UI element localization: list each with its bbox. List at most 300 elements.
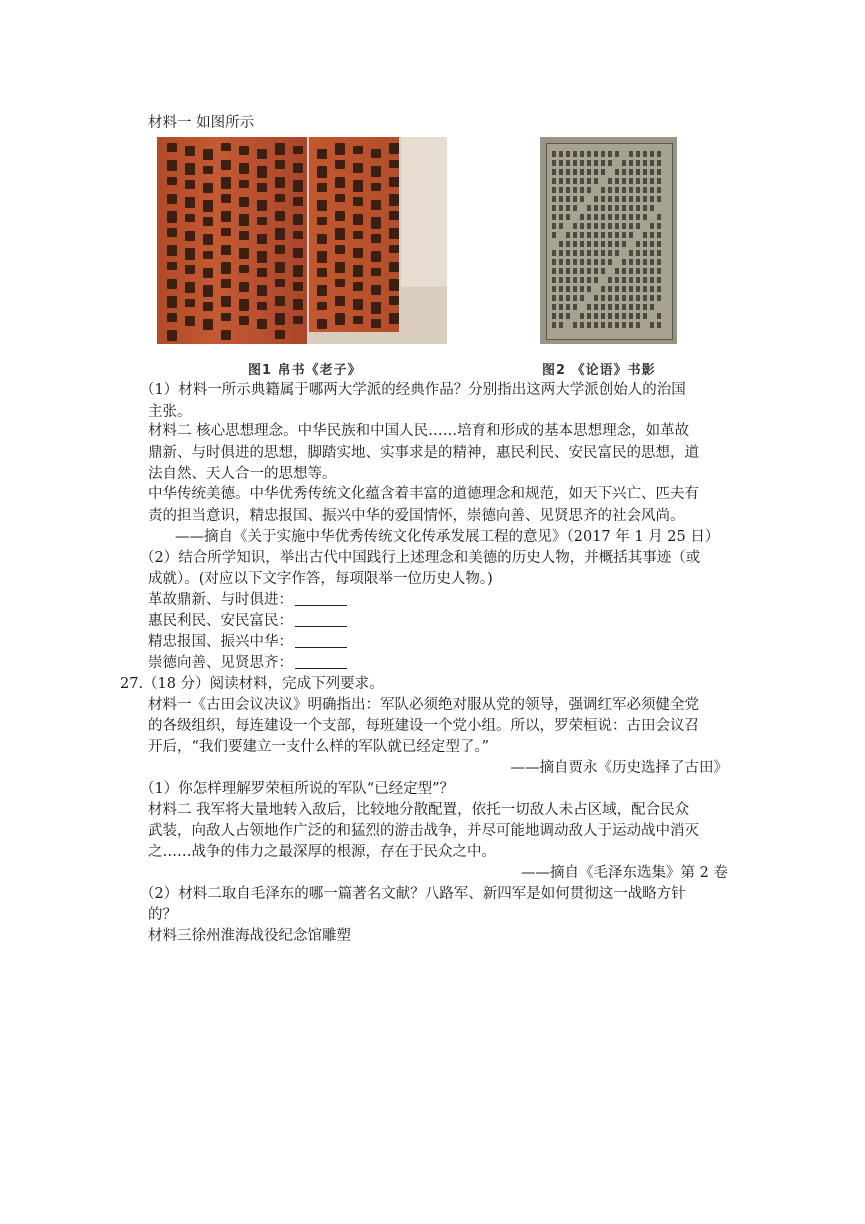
manuscript-glyph (167, 245, 177, 256)
book-glyph (601, 151, 605, 157)
book-glyph (559, 223, 563, 229)
book-glyph (622, 205, 626, 211)
book-glyph (636, 223, 640, 229)
manuscript-glyph (257, 268, 267, 277)
manuscript-glyph (371, 200, 381, 210)
book-glyph (573, 322, 577, 328)
manuscript-glyph (389, 245, 399, 253)
manuscript-glyph (257, 319, 267, 329)
book-glyph (573, 151, 577, 157)
manuscript-glyph (353, 214, 363, 225)
answer-blank[interactable] (295, 633, 347, 648)
manuscript-glyph (275, 279, 285, 287)
manuscript-glyph (257, 183, 267, 192)
book-glyph (615, 277, 619, 283)
manuscript-glyph (353, 316, 363, 324)
book-glyph (594, 178, 598, 184)
book-glyph (615, 268, 619, 274)
manuscript-glyph (275, 296, 285, 306)
book-glyph (552, 268, 556, 274)
book-glyph (573, 286, 577, 292)
book-glyph (608, 313, 612, 319)
book-glyph (552, 151, 556, 157)
manuscript-glyph (317, 149, 327, 159)
book-glyph (629, 169, 633, 175)
book-glyph (622, 178, 626, 184)
book-glyph (657, 223, 661, 229)
manuscript-glyph (257, 234, 267, 244)
book-glyph (566, 151, 570, 157)
q27-q2-cont: 的？ (148, 907, 177, 923)
book-glyph (643, 241, 647, 247)
book-glyph (587, 268, 591, 274)
book-glyph (615, 169, 619, 175)
book-glyph (587, 205, 591, 211)
manuscript-glyph (221, 245, 231, 255)
book-glyph (629, 187, 633, 193)
manuscript-glyph (275, 330, 285, 339)
book-glyph (657, 169, 661, 175)
book-glyph (594, 322, 598, 328)
book-glyph (657, 259, 661, 265)
manuscript-glyph (317, 319, 327, 329)
manuscript-glyph (353, 146, 363, 154)
manuscript-glyph (335, 245, 345, 254)
book-glyph (566, 259, 570, 265)
book-glyph (573, 160, 577, 166)
manuscript-glyph (185, 146, 195, 156)
book-glyph (608, 241, 612, 247)
manuscript-glyph (239, 282, 249, 292)
manuscript-glyph (389, 262, 399, 272)
manuscript-glyph (221, 313, 231, 321)
book-glyph (608, 304, 612, 310)
book-glyph (622, 322, 626, 328)
book-glyph (629, 196, 633, 202)
manuscript-glyph (221, 228, 231, 236)
book-glyph (643, 232, 647, 238)
manuscript-glyph (203, 200, 213, 212)
book-glyph (566, 250, 570, 256)
book-glyph (580, 277, 584, 283)
book-glyph (622, 295, 626, 301)
manuscript-glyph (275, 262, 285, 273)
book-glyph (657, 214, 661, 220)
book-glyph (594, 223, 598, 229)
book-glyph (587, 322, 591, 328)
manuscript-glyph (317, 302, 327, 310)
book-glyph (573, 196, 577, 202)
book-glyph (629, 322, 633, 328)
book-glyph (615, 322, 619, 328)
manuscript-glyph (239, 214, 249, 226)
manuscript-glyph (221, 160, 231, 170)
manuscript-glyph (221, 296, 231, 307)
book-glyph (587, 214, 591, 220)
manuscript-glyph (257, 149, 267, 159)
book-glyph (559, 250, 563, 256)
book-glyph (587, 232, 591, 238)
book-glyph (622, 304, 626, 310)
blank-label: 革故鼎新、与时俱进： (148, 592, 293, 608)
material2-source: ——摘自《关于实施中华优秀传统文化传承发展工程的意见》（2017 年 1 月 25 日） (175, 529, 720, 545)
manuscript-glyph (239, 231, 249, 240)
book-glyph (643, 160, 647, 166)
book-glyph (629, 304, 633, 310)
book-glyph (650, 196, 654, 202)
manuscript-glyph (293, 163, 303, 173)
book-glyph (622, 268, 626, 274)
book-glyph (622, 277, 626, 283)
book-glyph (650, 205, 654, 211)
material2-text: 法自然、天人合一的思想等。 (148, 466, 337, 482)
q27-material1-source: ——摘自贾永《历史选择了古田》 (510, 760, 728, 776)
book-glyph (636, 250, 640, 256)
manuscript-glyph (185, 316, 195, 326)
q1-text-cont: 主张。 (148, 404, 192, 420)
book-glyph (615, 223, 619, 229)
manuscript-glyph (185, 180, 195, 189)
book-glyph (580, 322, 584, 328)
book-glyph (587, 178, 591, 184)
manuscript-glyph (293, 316, 303, 324)
manuscript-glyph (293, 214, 303, 225)
book-glyph (594, 232, 598, 238)
manuscript-glyph (221, 211, 231, 222)
book-glyph (566, 277, 570, 283)
manuscript-glyph (167, 313, 177, 322)
manuscript-glyph (389, 296, 399, 305)
book-glyph (629, 259, 633, 265)
book-glyph (615, 250, 619, 256)
book-glyph (608, 187, 612, 193)
manuscript-glyph (203, 217, 213, 226)
manuscript-glyph (335, 143, 345, 155)
manuscript-glyph (353, 231, 363, 239)
book-glyph (552, 295, 556, 301)
book-glyph (566, 295, 570, 301)
book-glyph (622, 196, 626, 202)
book-glyph (650, 232, 654, 238)
manuscript-glyph (275, 228, 285, 240)
book-glyph (657, 178, 661, 184)
manuscript-glyph (167, 160, 177, 171)
manuscript-glyph (185, 163, 195, 175)
book-glyph (643, 187, 647, 193)
book-glyph (566, 178, 570, 184)
book-glyph (594, 160, 598, 166)
book-glyph (657, 160, 661, 166)
book-glyph (643, 250, 647, 256)
q1-text: （1）材料一所示典籍属于哪两大学派的经典作品？分别指出这两大学派创始人的治国 (140, 382, 686, 398)
answer-blank-row (148, 590, 347, 610)
book-glyph (573, 178, 577, 184)
book-glyph (566, 169, 570, 175)
book-glyph (552, 313, 556, 319)
book-glyph (559, 304, 563, 310)
book-glyph (566, 313, 570, 319)
book-glyph (629, 268, 633, 274)
manuscript-glyph (317, 200, 327, 211)
book-glyph (608, 322, 612, 328)
book-glyph (587, 277, 591, 283)
book-glyph (636, 259, 640, 265)
book-glyph (608, 178, 612, 184)
manuscript-glyph (275, 194, 285, 202)
manuscript-glyph (293, 299, 303, 310)
book-glyph (601, 268, 605, 274)
book-glyph (636, 169, 640, 175)
manuscript-glyph (353, 265, 363, 277)
book-glyph (622, 214, 626, 220)
manuscript-glyph (275, 245, 285, 254)
book-glyph (601, 214, 605, 220)
book-glyph (636, 304, 640, 310)
manuscript-glyph (371, 319, 381, 328)
book-glyph (552, 214, 556, 220)
book-glyph (622, 160, 626, 166)
book-glyph (573, 304, 577, 310)
book-glyph (657, 277, 661, 283)
manuscript-glyph (203, 285, 213, 297)
book-glyph (601, 160, 605, 166)
book-glyph (643, 205, 647, 211)
book-glyph (629, 295, 633, 301)
book-glyph (601, 259, 605, 265)
manuscript-glyph (389, 211, 399, 220)
material2-text: 责的担当意识，精忠报国、振兴中华的爱国情怀，崇德向善、见贤思齐的社会风尚。 (148, 508, 685, 524)
manuscript-glyph (275, 313, 285, 325)
book-glyph (615, 196, 619, 202)
q27-material1-text: 的各级组织，每连建设一个支部，每班建设一个党小组。所以，罗荣桓说：古田会议召 (148, 718, 699, 734)
answer-blank-row (148, 632, 347, 652)
book-glyph (559, 214, 563, 220)
manuscript-glyph (293, 146, 303, 154)
book-glyph (559, 313, 563, 319)
book-glyph (657, 268, 661, 274)
q27-material3-heading: 材料三徐州淮海战役纪念馆雕塑 (148, 928, 351, 944)
book-glyph (573, 232, 577, 238)
book-glyph (594, 304, 598, 310)
q27-material1-text: 材料一《古田会议决议》明确指出：军队必须绝对服从党的领导，强调红军必须健全党 (148, 697, 699, 713)
book-glyph (636, 151, 640, 157)
book-glyph (657, 295, 661, 301)
manuscript-glyph (317, 234, 327, 244)
answer-blank[interactable] (295, 654, 347, 669)
manuscript-glyph (371, 234, 381, 243)
book-glyph (615, 187, 619, 193)
book-glyph (657, 241, 661, 247)
blank-label: 惠民利民、安民富民： (148, 613, 293, 629)
book-glyph (657, 187, 661, 193)
book-glyph (615, 205, 619, 211)
book-glyph (657, 313, 661, 319)
answer-blank[interactable] (295, 591, 347, 606)
book-glyph (559, 187, 563, 193)
manuscript-glyph (167, 296, 177, 308)
book-glyph (608, 205, 612, 211)
manuscript-glyph (221, 279, 231, 288)
q27-material2-text: 材料二 我军将大量地转入敌后，比较地分散配置，依托一切敌人未占区域，配合民众 (148, 802, 690, 818)
manuscript-glyph (167, 211, 177, 223)
manuscript-glyph (371, 268, 381, 276)
book-glyph (573, 277, 577, 283)
book-glyph (629, 223, 633, 229)
manuscript-glyph (293, 248, 303, 258)
book-glyph (559, 160, 563, 166)
manuscript-glyph (221, 262, 231, 274)
book-glyph (573, 250, 577, 256)
book-glyph (559, 169, 563, 175)
manuscript-glyph (185, 214, 195, 222)
manuscript-glyph (185, 231, 195, 241)
book-glyph (594, 205, 598, 211)
silk-manuscript-image (157, 137, 447, 344)
book-glyph (622, 223, 626, 229)
book-glyph (594, 259, 598, 265)
manuscript-glyph (167, 262, 177, 270)
book-glyph (594, 196, 598, 202)
book-glyph (552, 232, 556, 238)
manuscript-glyph (257, 285, 267, 296)
book-glyph (636, 295, 640, 301)
book-glyph (636, 187, 640, 193)
book-glyph (622, 313, 626, 319)
book-glyph (587, 241, 591, 247)
book-glyph (552, 160, 556, 166)
book-glyph (580, 151, 584, 157)
book-glyph (643, 151, 647, 157)
manuscript-glyph (335, 211, 345, 221)
book-glyph (566, 286, 570, 292)
book-glyph (559, 295, 563, 301)
book-glyph (552, 286, 556, 292)
manuscript-glyph (167, 177, 177, 185)
manuscript-glyph (167, 279, 177, 289)
book-glyph (580, 223, 584, 229)
book-glyph (615, 313, 619, 319)
blank-label: 崇德向善、见贤思齐： (148, 655, 293, 671)
material1-heading: 材料一 如图所示 (148, 115, 255, 131)
book-glyph (559, 286, 563, 292)
manuscript-glyph (257, 200, 267, 211)
manuscript-glyph (317, 166, 327, 178)
book-glyph (601, 187, 605, 193)
manuscript-glyph (275, 177, 285, 188)
manuscript-glyph (353, 299, 363, 310)
book-glyph (552, 250, 556, 256)
book-glyph (552, 322, 556, 328)
book-glyph (594, 313, 598, 319)
q27-q2: （2）材料二取自毛泽东的哪一篇著名文献？八路军、新四军是如何贯彻这一战略方针 (140, 886, 686, 902)
book-glyph (650, 151, 654, 157)
q27-heading: 27.（18 分）阅读材料，完成下列要求。 (120, 676, 384, 692)
manuscript-glyph (167, 194, 177, 204)
manuscript-glyph (167, 143, 177, 152)
manuscript-glyph (293, 282, 303, 291)
book-glyph (643, 268, 647, 274)
book-glyph (566, 205, 570, 211)
book-glyph (580, 259, 584, 265)
manuscript-glyph (239, 180, 249, 188)
book-glyph (650, 277, 654, 283)
manuscript-glyph (167, 228, 177, 237)
manuscript-glyph (335, 160, 345, 169)
book-glyph (559, 241, 563, 247)
manuscript-glyph (389, 143, 399, 154)
manuscript-glyph (353, 163, 363, 173)
manuscript-glyph (317, 285, 327, 296)
book-glyph (580, 232, 584, 238)
book-glyph (559, 151, 563, 157)
manuscript-glyph (185, 265, 195, 274)
answer-blank[interactable] (295, 612, 347, 627)
manuscript-glyph (239, 163, 249, 174)
book-glyph (573, 268, 577, 274)
book-glyph (552, 178, 556, 184)
book-glyph (601, 322, 605, 328)
book-glyph (608, 286, 612, 292)
manuscript-glyph (239, 197, 249, 207)
book-glyph (566, 304, 570, 310)
manuscript-glyph (239, 299, 249, 311)
manuscript-glyph (389, 194, 399, 206)
book-glyph (657, 151, 661, 157)
manuscript-glyph (371, 166, 381, 177)
book-glyph (559, 268, 563, 274)
book-glyph (552, 187, 556, 193)
material2-text: 鼎新、与时俱进的思想，脚踏实地、实事求是的精神，惠民利民、安民富民的思想，道 (148, 445, 699, 461)
book-glyph (650, 160, 654, 166)
manuscript-glyph (293, 231, 303, 239)
manuscript-glyph (185, 248, 195, 260)
manuscript-glyph (389, 177, 399, 187)
book-glyph (608, 250, 612, 256)
book-glyph (566, 187, 570, 193)
manuscript-glyph (185, 197, 195, 208)
book-glyph (587, 286, 591, 292)
book-glyph (608, 232, 612, 238)
book-glyph (636, 322, 640, 328)
book-glyph (629, 205, 633, 211)
manuscript-glyph (275, 211, 285, 221)
manuscript-glyph (257, 302, 267, 310)
book-glyph (650, 169, 654, 175)
manuscript-glyph (317, 217, 327, 225)
manuscript-glyph (221, 177, 231, 189)
material2-text: 中华传统美德。中华优秀传统文化蕴含着丰富的道德理念和规范，如天下兴亡、匹夫有 (148, 486, 699, 502)
book-glyph (629, 160, 633, 166)
manuscript-glyph (185, 282, 195, 293)
book-glyph (608, 277, 612, 283)
book-glyph (615, 214, 619, 220)
manuscript-glyph (293, 180, 303, 192)
book-glyph (643, 295, 647, 301)
book-glyph (580, 268, 584, 274)
book-glyph (608, 259, 612, 265)
manuscript-glyph (371, 302, 381, 314)
manuscript-glyph (335, 228, 345, 240)
book-glyph (566, 232, 570, 238)
manuscript-glyph (389, 160, 399, 168)
book-glyph (594, 268, 598, 274)
book-glyph (601, 304, 605, 310)
manuscript-glyph (335, 296, 345, 306)
manuscript-glyph (371, 217, 381, 229)
manuscript-glyph (317, 251, 327, 263)
book-glyph (650, 322, 654, 328)
book-glyph (587, 187, 591, 193)
